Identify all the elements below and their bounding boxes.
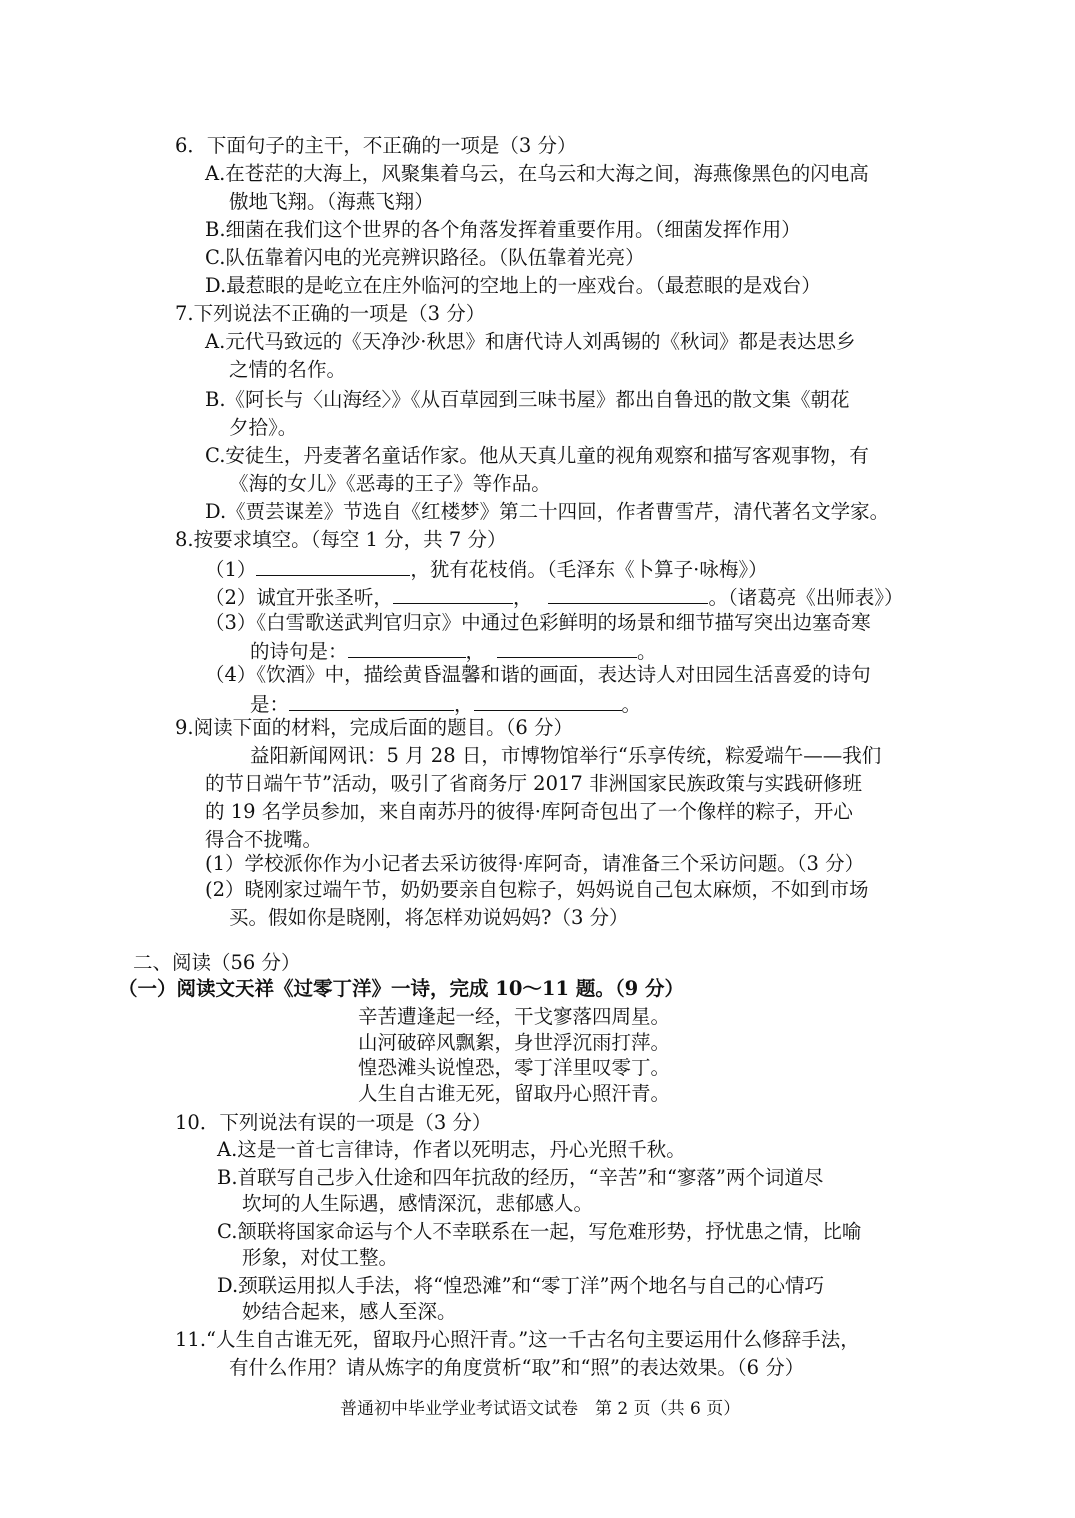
q9-material-line-3: 的 19 名学员参加，来自南苏丹的彼得·库阿奇包出了一个像样的粽子，开心 (205, 800, 853, 823)
q8-part-3-pre: 的诗句是： (250, 640, 348, 663)
q7-option-c: C.安徒生，丹麦著名童话作家。他从天真儿童的视角观察和描写客观事物，有 (205, 444, 869, 467)
q7-option-d: D.《贾芸谋差》节选自《红楼梦》第二十四回，作者曹雪芹，清代著名文学家。 (205, 500, 890, 523)
q8-part-1 (205, 555, 768, 583)
q8-blank-2[interactable] (393, 583, 513, 604)
q9-subquestion-1: (1）学校派你作为小记者去采访彼得·库阿奇，请准备三个采访问题。（3 分） (205, 852, 865, 875)
q8-part-4-mid: ， (454, 693, 474, 716)
q10-stem: 10．下列说法有误的一项是（3 分） (175, 1111, 492, 1134)
q8-blank-6[interactable] (289, 690, 454, 711)
poem-line-4: 人生自古谁无死，留取丹心照汗青。 (358, 1082, 671, 1105)
q10-option-a: A.这是一首七言律诗，作者以死明志，丹心光照千秋。 (217, 1138, 686, 1161)
q6-option-a-cont: 傲地飞翔。（海燕飞翔） (229, 190, 434, 213)
q8-part-3-number: （3） (205, 611, 257, 634)
q8-part-4 (205, 662, 871, 688)
page-footer: 普通初中毕业学业考试语文试卷 第 2 页（共 6 页） (340, 1399, 741, 1419)
q10-option-c-cont: 形象，对仗工整。 (242, 1246, 399, 1269)
q7-option-c-cont: 《海的女儿》《恶毒的王子》等作品。 (229, 472, 551, 495)
q8-part-4-text: 《饮酒》中，描绘黄昏温馨和谐的画面，表达诗人对田园生活喜爱的诗句 (256, 663, 871, 686)
q9-subquestion-2: (2）晓刚家过端午节，奶奶要亲自包粽子，妈妈说自己包太麻烦，不如到市场 (205, 878, 869, 901)
q8-part-2-post: 。（诸葛亮《出师表》） (708, 586, 904, 609)
q9-stem: 9.阅读下面的材料，完成后面的题目。（6 分） (175, 716, 573, 739)
q11-stem: 11.“人生自古谁无死，留取丹心照汗青。”这一千古名句主要运用什么修辞手法， (175, 1328, 860, 1351)
poem-line-1: 辛苦遭逢起一经，干戈寥落四周星。 (358, 1005, 671, 1028)
q8-part-3-answer (250, 637, 657, 665)
q10-option-b: B.首联写自己步入仕途和四年抗敌的经历，“辛苦”和“寥落”两个词道尽 (217, 1166, 824, 1189)
q8-part-4-pre: 是： (250, 693, 290, 716)
q6-stem: 6．下面句子的主干，不正确的一项是（3 分） (175, 134, 577, 157)
q7-option-b-cont: 夕拾》。 (229, 416, 298, 439)
q8-part-3-mid: ， (465, 640, 486, 663)
q8-part-2-pre: 诚宜开张圣听， (256, 586, 393, 609)
q10-option-b-cont: 坎坷的人生际遇，感情深沉，悲郁感人。 (242, 1192, 594, 1215)
q9-subquestion-2-cont: 买。假如你是晓刚，将怎样劝说妈妈?（3 分） (229, 906, 629, 929)
subsection-title-poem: （一）阅读文天祥《过零丁洋》一诗，完成 10～11 题。（9 分） (118, 977, 684, 1000)
q11-stem-cont: 有什么作用？请从炼字的角度赏析“取”和“照”的表达效果。（6 分） (229, 1356, 805, 1379)
q7-option-a-cont: 之情的名作。 (229, 358, 347, 381)
q8-part-3-post: 。 (637, 640, 657, 663)
q6-option-b: B.细菌在我们这个世界的各个角落发挥着重要作用。（细菌发挥作用） (205, 218, 801, 241)
q7-option-a: A.元代马致远的《天净沙·秋思》和唐代诗人刘禹锡的《秋词》都是表达思乡 (205, 330, 856, 353)
q6-option-c: C.队伍靠着闪电的光亮辨识路径。（队伍靠着光亮） (205, 246, 645, 269)
q8-part-1-text: ，犹有花枝俏。（毛泽东《卜算子·咏梅》） (410, 558, 768, 581)
poem-line-2: 山河破碎风飘絮，身世浮沉雨打萍。 (358, 1031, 671, 1054)
q7-stem: 7.下列说法不正确的一项是（3 分） (175, 302, 486, 325)
q8-blank-1[interactable] (256, 555, 410, 576)
q8-blank-5[interactable] (497, 637, 637, 658)
q8-part-2-mid: ， (512, 586, 533, 609)
q8-part-4-answer (250, 690, 641, 718)
q8-blank-4[interactable] (348, 637, 466, 658)
q10-option-d: D.颈联运用拟人手法，将“惶恐滩”和“零丁洋”两个地名与自己的心情巧 (217, 1274, 825, 1297)
q8-part-4-post: 。 (621, 693, 642, 716)
q10-option-d-cont: 妙结合起来，感人至深。 (242, 1300, 457, 1323)
q9-material-line-1: 益阳新闻网讯：5 月 28 日，市博物馆举行“乐享传统，粽爱端午——我们 (250, 744, 882, 767)
poem-line-3: 惶恐滩头说惶恐，零丁洋里叹零丁。 (358, 1056, 671, 1079)
q10-option-c: C.颔联将国家命运与个人不幸联系在一起，写危难形势，抒忧患之情，比喻 (217, 1220, 862, 1243)
q8-part-3 (205, 610, 871, 636)
q8-blank-3[interactable] (548, 583, 708, 604)
q8-part-4-number: （4） (205, 663, 257, 686)
q9-material-line-4: 得合不拢嘴。 (205, 828, 323, 851)
q9-material-line-2: 的节日端午节”活动，吸引了省商务厅 2017 非洲国家民族政策与实践研修班 (205, 772, 862, 795)
q8-part-2-number: （2） (205, 586, 257, 609)
q8-stem: 8.按要求填空。（每空 1 分，共 7 分） (175, 528, 507, 551)
q6-option-d: D.最惹眼的是屹立在庄外临河的空地上的一座戏台。（最惹眼的是戏台） (205, 274, 821, 297)
section-title-reading: 二、阅读（56 分） (133, 951, 301, 974)
q8-part-1-number: （1） (205, 558, 257, 581)
q8-part-2 (205, 583, 903, 611)
q8-blank-7[interactable] (474, 690, 622, 711)
q6-option-a: A.在苍茫的大海上，风聚集着乌云，在乌云和大海之间，海燕像黑色的闪电高 (205, 162, 869, 185)
q7-option-b: B.《阿长与〈山海经〉》《从百草园到三味书屋》都出自鲁迅的散文集《朝花 (205, 388, 850, 411)
q8-part-3-text: 《白雪歌送武判官归京》中通过色彩鲜明的场景和细节描写突出边塞奇寒 (256, 611, 871, 634)
